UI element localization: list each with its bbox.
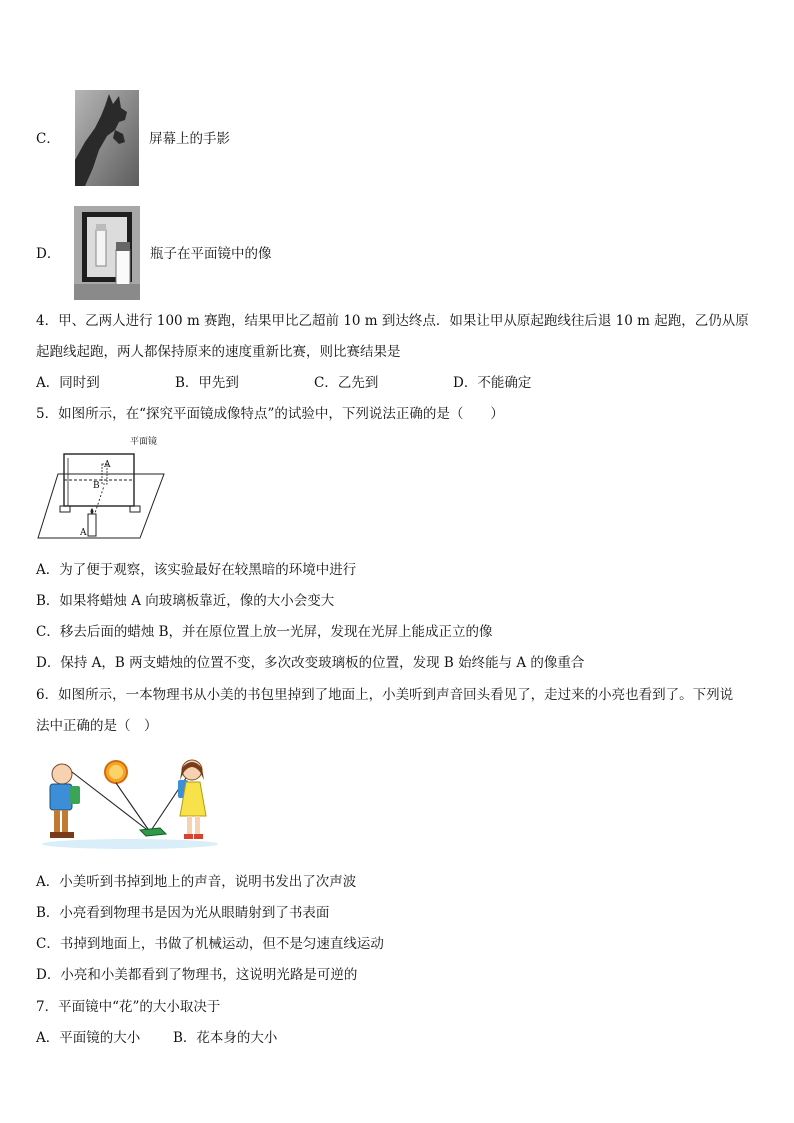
hand-shadow-photo [75, 90, 139, 186]
figure-label-a-image: A [104, 460, 111, 470]
q6-stem-line2: 法中正确的是（ ） [36, 718, 158, 734]
figure-label-mirror: 平面镜 [130, 437, 158, 447]
q4-option-d: D．不能确定 [453, 375, 532, 391]
q6-stem-line1: 6．如图所示，一本物理书从小美的书包里掉到了地面上，小美听到声音回头看见了，走过来的小亮也看到了。下列说 [36, 687, 734, 703]
q6-option-b: B．小亮看到物理书是因为光从眼睛射到了书表面 [36, 905, 330, 921]
q3-option-c-caption: 屏幕上的手影 [149, 131, 230, 147]
q4-stem-line1: 4．甲、乙两人进行 100 m 赛跑，结果甲比乙超前 10 m 到达终点．如果让甲从原起跑线往后退 10 m 起跑，乙仍从原 [36, 313, 749, 329]
q5-option-b: B．如果将蜡烛 A 向玻璃板靠近，像的大小会变大 [36, 593, 335, 609]
q6-option-c: C．书掉到地面上，书做了机械运动，但不是匀速直线运动 [36, 936, 384, 952]
q5-option-c: C．移去后面的蜡烛 B，并在原位置上放一光屏，发现在光屏上能成正立的像 [36, 624, 493, 640]
q4-option-b: B．甲先到 [175, 375, 239, 391]
q3-option-d-letter: D． [36, 246, 61, 262]
q6-option-d: D．小亮和小美都看到了物理书，这说明光路是可逆的 [36, 967, 358, 983]
q4-stem-line2: 起跑线起跑，两人都保持原来的速度重新比赛，则比赛结果是 [36, 344, 401, 360]
q5-stem: 5．如图所示，在“探究平面镜成像特点”的试验中，下列说法正确的是（ ） [36, 406, 504, 422]
q4-option-a: A．同时到 [36, 375, 100, 391]
q4-option-c: C．乙先到 [314, 375, 379, 391]
q3-option-d-caption: 瓶子在平面镜中的像 [150, 246, 272, 262]
q5-option-d: D．保持 A，B 两支蜡烛的位置不变，多次改变玻璃板的位置，发现 B 始终能与 A 的像重合 [36, 655, 585, 671]
bottle-mirror-photo [74, 206, 140, 300]
q3-option-c-letter: C． [36, 131, 60, 147]
q6-option-a: A．小美听到书掉到地上的声音，说明书发出了次声波 [36, 874, 357, 890]
q7-option-b: B．花本身的大小 [173, 1030, 278, 1046]
book-light-figure [40, 750, 222, 850]
figure-label-b: B [93, 481, 100, 491]
plane-mirror-experiment-figure [36, 436, 166, 544]
q5-option-a: A．为了便于观察，该实验最好在较黑暗的环境中进行 [36, 562, 357, 578]
q7-option-a: A．平面镜的大小 [36, 1030, 141, 1046]
figure-label-a: A [80, 528, 87, 538]
q7-stem: 7．平面镜中“花”的大小取决于 [36, 999, 221, 1015]
